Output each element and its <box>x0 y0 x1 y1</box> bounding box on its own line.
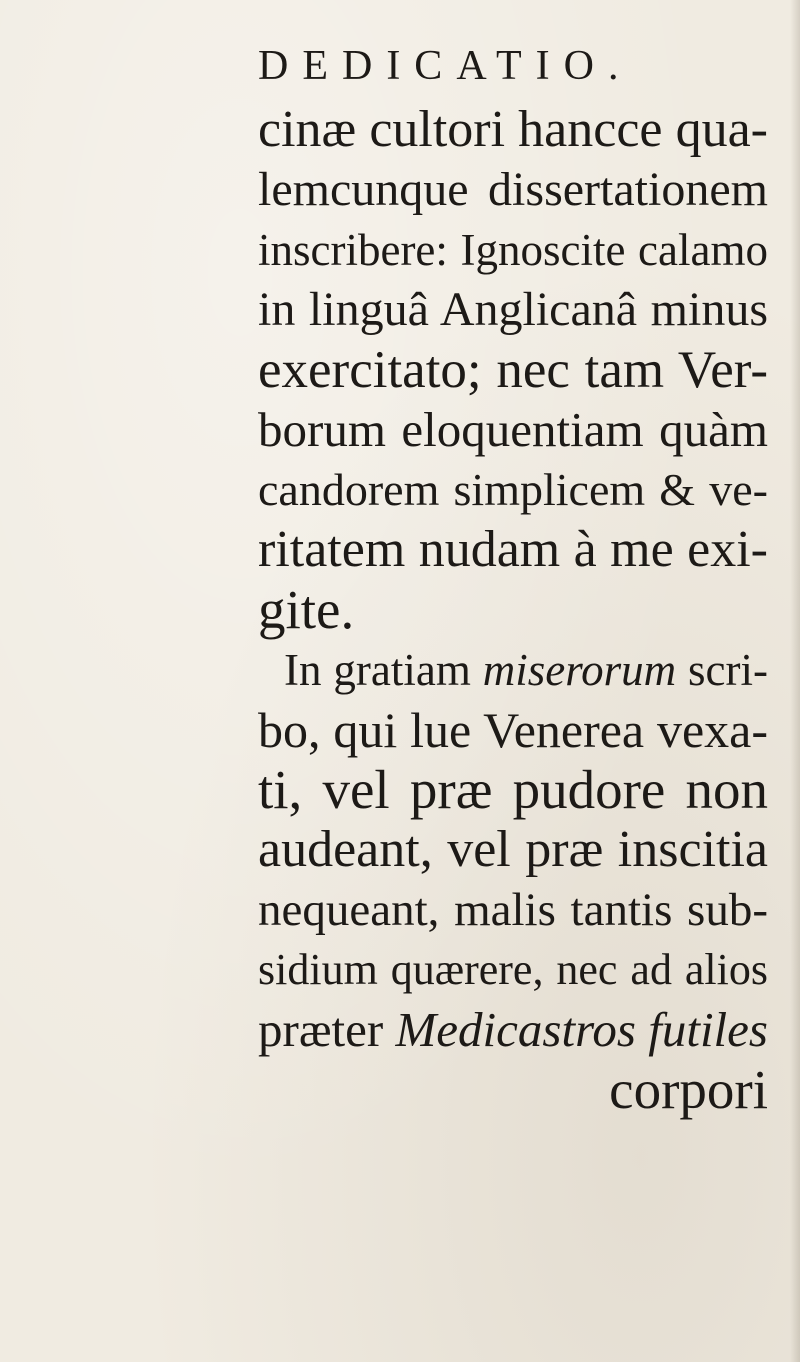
catchword: corpori <box>609 1059 768 1120</box>
line-10-italic: miserorum <box>482 645 677 695</box>
text-line-3: inscribere: Ignoscite calamo <box>258 225 768 275</box>
line-16-italic: Medicastros futiles <box>395 1002 768 1057</box>
line-10-after: scri- <box>676 645 768 695</box>
body-text <box>258 100 768 1120</box>
text-line-4: in linguâ Anglicanâ minus <box>258 283 768 336</box>
text-line-7: candorem simplicem & ve- <box>258 464 768 515</box>
text-line-5: exercitato; nec tam Ver- <box>258 341 768 399</box>
line-16-before: præter <box>258 1002 396 1057</box>
text-line-14: nequeant, malis tantis sub- <box>258 884 768 936</box>
text-line-13: audeant, vel præ inscitia <box>258 821 768 878</box>
text-line-11: bo, qui lue Venerea vexa- <box>258 702 768 758</box>
text-line-16 <box>258 1000 768 1060</box>
text-line-10 <box>258 640 768 700</box>
text-line-15: sidium quærere, nec ad alios <box>258 945 768 994</box>
text-line-8: ritatem nudam à me exi- <box>258 521 768 578</box>
line-10-before: In gratiam <box>284 645 483 695</box>
page-edge-shadow <box>790 0 800 1362</box>
running-head: DEDICATIO. <box>258 43 633 89</box>
text-line-9: gite. <box>258 579 355 640</box>
text-line-2: lemcunque dissertationem <box>258 163 768 216</box>
text-line-1: cinæ cultori hancce qua- <box>258 101 768 158</box>
text-line-6: borum eloquentiam quàm <box>258 402 768 457</box>
text-line-12: ti, vel præ pudore non <box>258 759 768 820</box>
